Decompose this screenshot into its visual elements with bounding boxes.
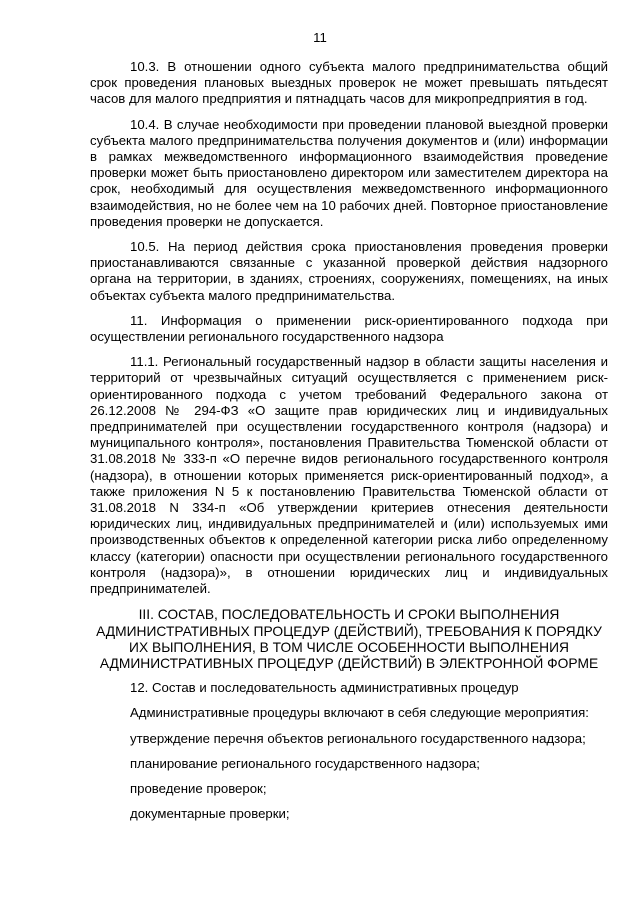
- procedures-intro: Административные процедуры включают в себя следующие мероприятия:: [130, 705, 589, 721]
- section-heading-line: ИХ ВЫПОЛНЕНИЯ, В ТОМ ЧИСЛЕ ОСОБЕННОСТИ ВЫПОЛНЕНИЯ: [129, 639, 569, 655]
- procedure-item: документарные проверки;: [130, 806, 290, 822]
- paragraph-12: 12. Состав и последовательность административных процедур: [130, 680, 519, 696]
- section-heading-line: III. СОСТАВ, ПОСЛЕДОВАТЕЛЬНОСТЬ И СРОКИ ВЫПОЛНЕНИЯ: [138, 607, 560, 623]
- document-body: [90, 59, 608, 831]
- procedure-item: планирование регионального государственного надзора;: [130, 755, 480, 771]
- section-heading-line: АДМИНИСТРАТИВНЫХ ПРОЦЕДУР (ДЕЙСТВИЙ), ТРЕБОВАНИЯ К ПОРЯДКУ: [96, 623, 602, 639]
- page-number: 11: [313, 30, 327, 45]
- section-heading: [84, 607, 614, 672]
- procedure-item: утверждение перечня объектов регионального государственного надзора;: [130, 730, 586, 746]
- paragraph-10-4: 10.4. В случае необходимости при проведении плановой выездной проверки субъекта малого предпринимательства получения документов и (или) информации в рамках межведомственного информационного взаимодействия проведение проверки может быть приостановлено директором или заместителем директора на срок, необходимый для осуществления межведомственного информационного взаимодействия, но не более чем на 10 рабочих дней. Повторное приостановление проведения проверки не допускается.: [90, 116, 608, 229]
- paragraph-10-3: 10.3. В отношении одного субъекта малого предпринимательства общий срок проведения плановых выездных проверок не может превышать пятьдесят часов для малого предприятия и пятнадцать часов для микропредприятия в год.: [90, 59, 608, 107]
- paragraph-10-5: 10.5. На период действия срока приостановления проведения проверки приостанавливаются связанные с указанной проверкой действия надзорного органа на территории, в зданиях, строениях, сооружениях, помещениях, на иных объектах субъекта малого предпринимательства.: [90, 239, 608, 303]
- paragraph-11: 11. Информация о применении риск-ориентированного подхода при осуществлении регионального государственного надзора: [90, 312, 608, 345]
- section-heading-line: АДМИНИСТРАТИВНЫХ ПРОЦЕДУР (ДЕЙСТВИЙ) В ЭЛЕКТРОННОЙ ФОРМЕ: [99, 655, 599, 671]
- paragraph-11-1: 11.1. Региональный государственный надзор в области защиты населения и территорий от чрезвычайных ситуаций осуществляется с применением риск-ориентированного подхода с учетом требований Федерального закона от 26.12.2008 № 294-ФЗ «О защите прав юридических лиц и индивидуальных предпринимателей при осуществлении государственного контроля (надзора) и муниципального контроля», постановления Правительства Тюменской области от 31.08.2018 № 333-п «О перечне видов регионального государственного контроля (надзора), в отношении которых применяется риск-ориентированный подход», а также приложения N 5 к постановлению Правительства Тюменской области от 31.08.2018 N 334-п «Об утверждении критериев отнесения деятельности юридических лиц, индивидуальных предпринимателей и (или) используемых ими производственных объектов к определенной категории риска либо определенному классу (категории) опасности при осуществлении регионального государственного контроля (надзора)», в отношении юридических лиц и индивидуальных предпринимателей.: [90, 354, 608, 597]
- procedure-item: проведение проверок;: [130, 780, 267, 796]
